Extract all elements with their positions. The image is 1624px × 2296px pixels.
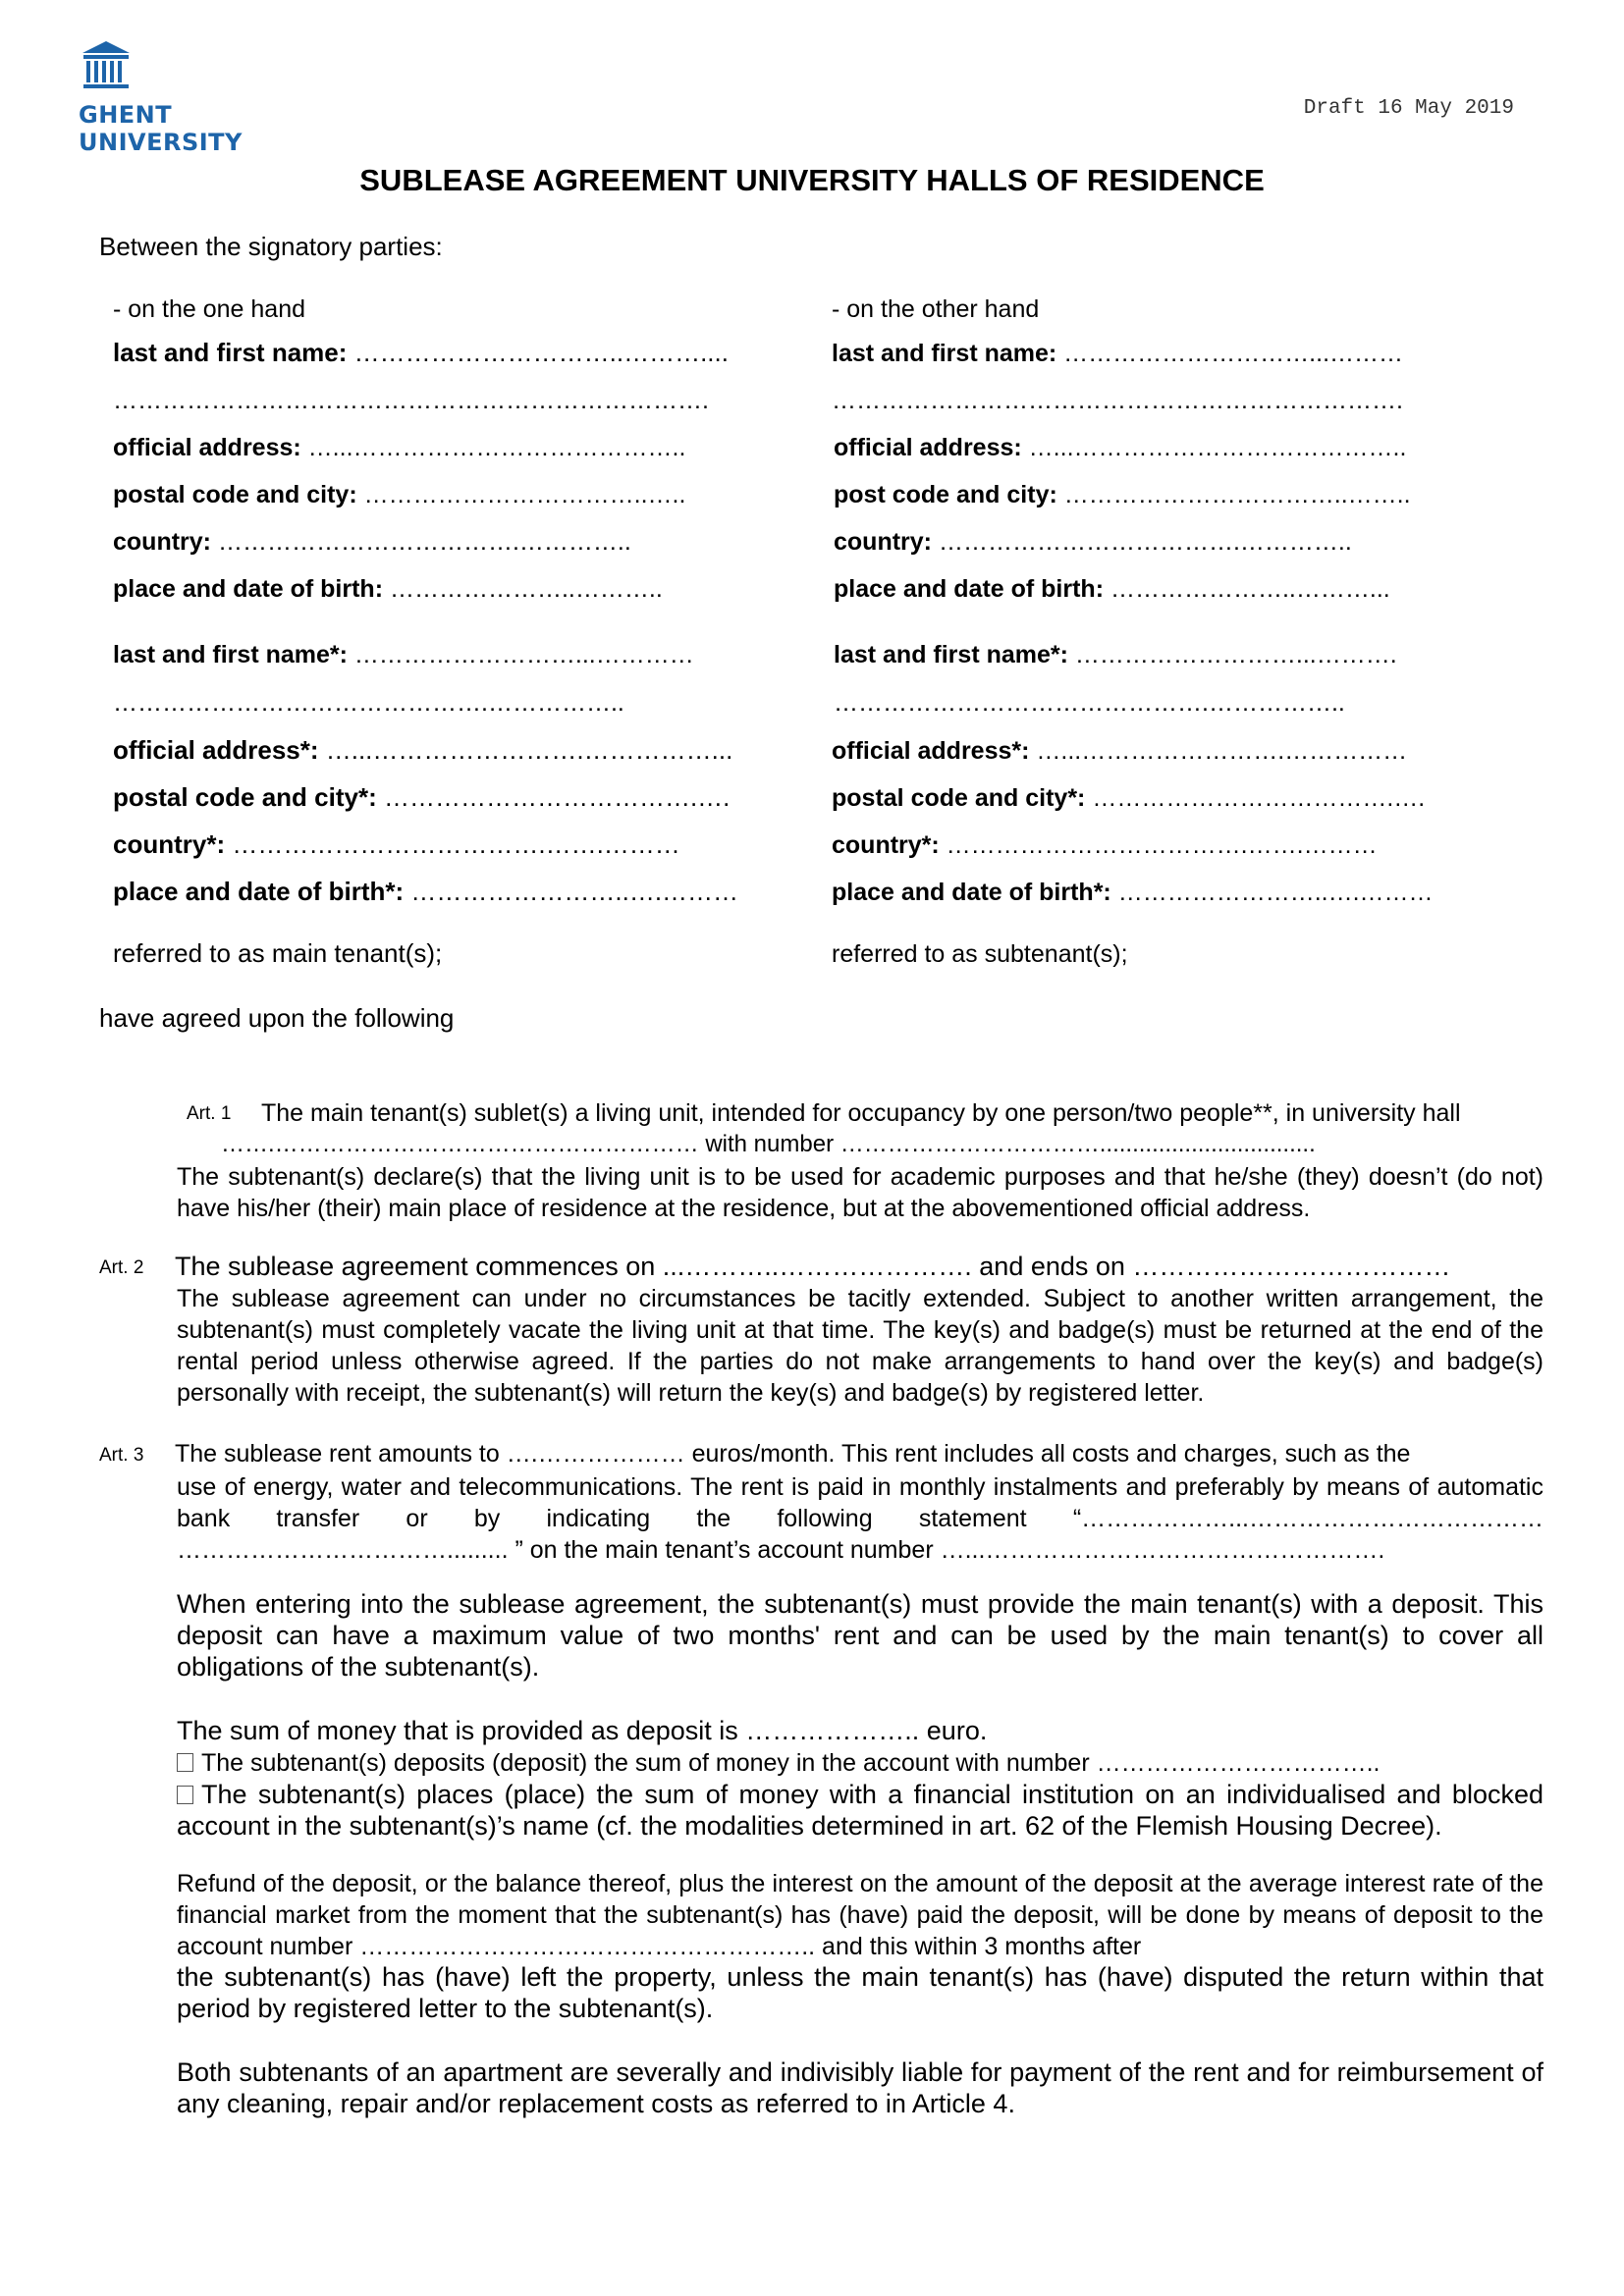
right-name2-field-line2[interactable]: ……………………………………….…………….. bbox=[834, 689, 1345, 717]
checkbox-icon[interactable] bbox=[177, 1753, 193, 1772]
right-birth2-field[interactable]: place and date of birth*: ……………………..….……… bbox=[832, 879, 1434, 906]
deposit-option-blocked[interactable]: The subtenant(s) places (place) the sum of money with a financial institution on an individualised and blocked account in the subtenant(s)’s name (cf. the modalities determined in art. 62 of the Flemish Housing Decree). bbox=[177, 1780, 1543, 1841]
art3-body: use of energy, water and telecommunications. The rent is paid in monthly instalments and preferably by means of automatic bank transfer or by indicating the following statement “………………...……………………………… ……………………………......... ” on the main tenant’s account number …...…………………………………………. bbox=[177, 1473, 1543, 1564]
left-name-field[interactable]: last and first name: …………………………..……….... bbox=[113, 338, 729, 367]
left-address-field[interactable]: official address: …...………………………………….. bbox=[113, 434, 686, 461]
art2-tag: Art. 2 bbox=[99, 1257, 144, 1278]
right-name-field[interactable]: last and first name: …………………………...……… bbox=[832, 340, 1404, 367]
art1-tag: Art. 1 bbox=[187, 1103, 232, 1124]
art2-body: The sublease agreement can under no circumstances be tacitly extended. Subject to another written arrangement, the subtenant(s) must completely vacate the living unit at that time. The key(s) and badge(s) must be returned at the end of the rental period unless otherwise agreed. If the parties do not make arrangements to hand over the key(s) and badge(s) personally with receipt, the subtenant(s) will return the key(s) and badge(s) by registered letter. bbox=[177, 1285, 1543, 1407]
art1-line1: The main tenant(s) sublet(s) a living unit, intended for occupancy by one person/two people**, in university hall bbox=[261, 1099, 1461, 1127]
left-birth-field[interactable]: place and date of birth: …………………..……….. bbox=[113, 575, 663, 603]
art3-refund-a: Refund of the deposit, or the balance thereof, plus the interest on the amount of the deposit at the average interest rate of the financial market from the moment that the subtenant(s) has (have) paid the deposit, will be done by means of deposit to the account number ……………………………………………….. and this within 3 months after bbox=[177, 1870, 1543, 1960]
art3-deposit-intro: When entering into the sublease agreement, the subtenant(s) must provide the main tenant(s) with a deposit. This deposit can have a maximum value of two months' rent and can be used by the main tenant(s) to cover all obligations of the subtenant(s). bbox=[177, 1589, 1543, 1682]
right-postal2-field[interactable]: postal code and city*: ……………………………….…. bbox=[832, 784, 1426, 812]
right-address-field[interactable]: official address: …...………………………………….. bbox=[834, 434, 1407, 461]
art3-tag: Art. 3 bbox=[99, 1445, 144, 1466]
building-icon bbox=[81, 39, 132, 94]
art2-dates-line[interactable]: The sublease agreement commences on ...………..…………………. and ends on ……………………………… bbox=[175, 1252, 1451, 1281]
right-country-field[interactable]: country: ……………………………….………….. bbox=[834, 528, 1352, 556]
left-name2-field[interactable]: last and first name*: ………………………...………… bbox=[113, 641, 694, 668]
right-postal-field[interactable]: post code and city: ……………………………..…….. bbox=[834, 481, 1411, 508]
left-referred-text: referred to as main tenant(s); bbox=[113, 938, 443, 968]
document-title: SUBLEASE AGREEMENT UNIVERSITY HALLS OF RESIDENCE bbox=[359, 163, 1265, 197]
left-name2-field-line2[interactable]: ……………………………………….…………….. bbox=[113, 689, 624, 717]
art3-rent-line[interactable]: The sublease rent amounts to ….……………… euros/month. This rent includes all costs and charges, such as the bbox=[175, 1440, 1411, 1468]
right-name-field-line2[interactable]: ……………………………………………………………. bbox=[832, 387, 1403, 414]
logo-text-line2: UNIVERSITY bbox=[79, 129, 243, 156]
university-logo bbox=[79, 39, 243, 167]
art1-hall-number-line[interactable]: …….……………………………………………… with number ……………………………................................. bbox=[221, 1131, 1316, 1157]
left-postal-field[interactable]: postal code and city: ……………………………..….. bbox=[113, 481, 686, 508]
left-name-field-line2[interactable]: ………………………………………………………………. bbox=[113, 387, 709, 414]
right-country2-field[interactable]: country*: ……………………………….…….……… bbox=[832, 831, 1378, 859]
right-address2-field[interactable]: official address*: …...…………………….…………… bbox=[832, 737, 1408, 765]
art1-body: The subtenant(s) declare(s) that the living unit is to be used for academic purposes and that he/she (they) doesn’t (do not) have his/her (their) main place of residence at the residence, but at the abovementioned official address. bbox=[177, 1163, 1543, 1222]
art3-liability: Both subtenants of an apartment are severally and indivisibly liable for payment of the rent and for reimbursement of any cleaning, repair and/or replacement costs as referred to in Article 4. bbox=[177, 2057, 1543, 2118]
checkbox-icon[interactable] bbox=[177, 1786, 193, 1804]
left-birth2-field[interactable]: place and date of birth*: ……………………..….……… bbox=[113, 877, 739, 906]
left-address2-field[interactable]: official address*: …...…………………….……………... bbox=[113, 735, 733, 765]
right-name2-field[interactable]: last and first name*: ………………………...………. bbox=[834, 641, 1397, 668]
right-heading: - on the other hand bbox=[832, 295, 1040, 323]
logo-text-line1: GHENT bbox=[79, 101, 173, 129]
art3-deposit-sum[interactable]: The sum of money that is provided as deposit is ……………….. euro. bbox=[177, 1716, 988, 1745]
left-country-field[interactable]: country: ……………………………….………….. bbox=[113, 528, 631, 556]
art3-refund-b: the subtenant(s) has (have) left the property, unless the main tenant(s) has (have) disputed the return within that period by registered letter to the subtenant(s). bbox=[177, 1962, 1543, 2023]
right-referred-text: referred to as subtenant(s); bbox=[832, 940, 1128, 968]
draft-date: Draft 16 May 2019 bbox=[1303, 97, 1514, 120]
left-country2-field[interactable]: country*: ……………………………….…….……… bbox=[113, 829, 680, 859]
left-heading: - on the one hand bbox=[113, 295, 305, 323]
right-birth-field[interactable]: place and date of birth: …………………..………... bbox=[834, 575, 1390, 603]
intro-text: Between the signatory parties: bbox=[99, 232, 443, 261]
deposit-option-account[interactable]: The subtenant(s) deposits (deposit) the sum of money in the account with number …………………………….. bbox=[177, 1749, 1380, 1778]
agreed-text: have agreed upon the following bbox=[99, 1003, 455, 1033]
left-postal2-field[interactable]: postal code and city*: ……………………………….…. bbox=[113, 782, 731, 812]
